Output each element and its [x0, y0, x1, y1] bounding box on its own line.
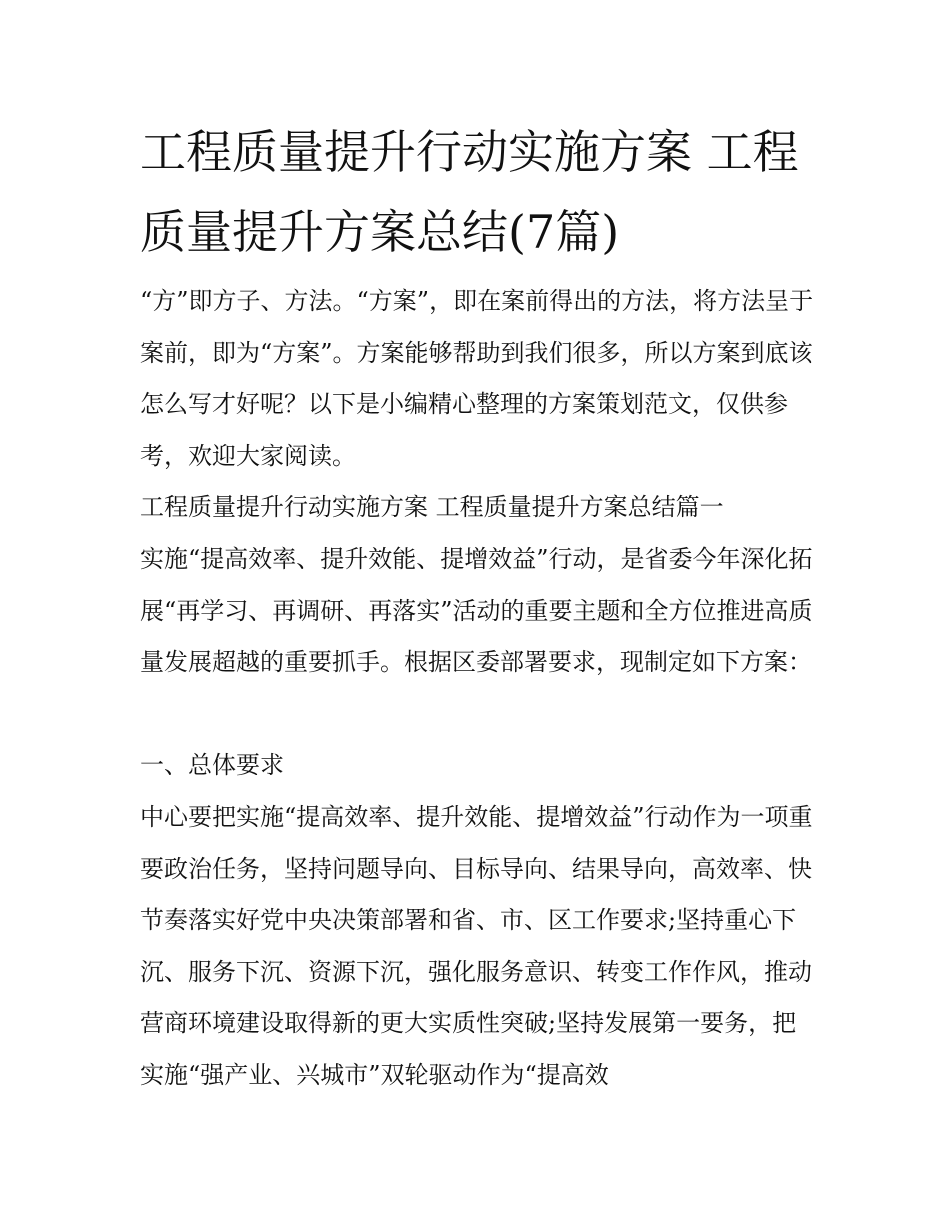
body-paragraph: 中心要把实施“提高效率、提升效能、提增效益”行动作为一项重要政治任务，坚持问题导向、目标导向、结果导向，高效率、快节奏落实好党中央决策部署和省、市、区工作要求;坚持重心下沉、服务下沉、资源下沉，强化服务意识、转变工作作风，推动营商环境建设取得新的更大实质性突破;坚持发展第一要务，把实施“强产业、兴城市”双轮驱动作为“提高效: [140, 803, 813, 1089]
subheading: 一、总体要求: [140, 751, 284, 779]
section-heading: 工程质量提升行动实施方案 工程质量提升方案总结篇一: [140, 493, 724, 521]
document-title: 工程质量提升行动实施方案 工程质量提升方案总结(7篇): [140, 125, 799, 259]
intro-paragraph: “方”即方子、方法。“方案”，即在案前得出的方法，将方法呈于案前，即为“方案”。方案能够帮助到我们很多，所以方案到底该怎么写才好呢？以下是小编精心整理的方案策划范文，仅供参考，欢迎大家阅读。: [140, 287, 814, 470]
body-paragraph: 实施“提高效率、提升效能、提增效益”行动，是省委今年深化拓展“再学习、再调研、再落实”活动的重要主题和全方位推进高质量发展超越的重要抓手。根据区委部署要求，现制定如下方案：: [140, 545, 813, 676]
